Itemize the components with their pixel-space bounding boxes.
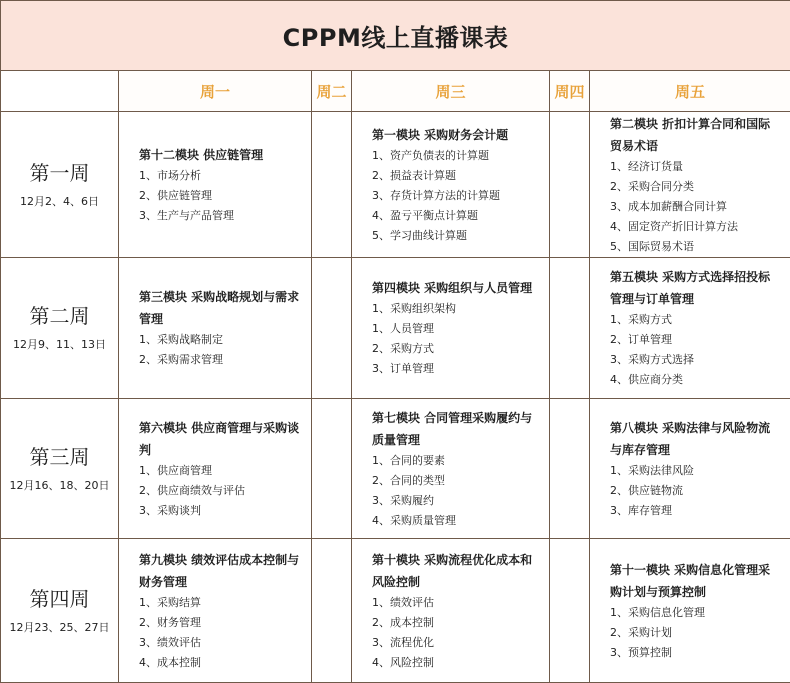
module-cell-monday <box>119 112 312 258</box>
module-topic: 2、采购方式 <box>372 339 541 359</box>
empty-cell-thursday <box>550 112 590 258</box>
week-row <box>1 539 790 683</box>
module-topic: 3、采购方式选择 <box>610 350 782 370</box>
module-cell-friday <box>590 112 790 258</box>
day-header-monday: 周一 <box>119 71 312 112</box>
module-topic-list <box>372 451 541 531</box>
module-topic-list <box>610 157 782 257</box>
week-row <box>1 112 790 258</box>
module-topic: 1、人员管理 <box>372 319 541 339</box>
module-title: 第三模块 采购战略规划与需求管理 <box>139 286 303 330</box>
module-topic: 5、国际贸易术语 <box>610 237 782 257</box>
module-topic: 4、盈亏平衡点计算题 <box>372 206 541 226</box>
module-title: 第十二模块 供应链管理 <box>139 144 303 166</box>
day-header-wednesday: 周三 <box>352 71 550 112</box>
module-topic: 3、生产与产品管理 <box>139 206 303 226</box>
module-topic: 1、采购方式 <box>610 310 782 330</box>
day-header-tuesday: 周二 <box>312 71 352 112</box>
module-topic: 1、采购结算 <box>139 593 303 613</box>
day-header-thursday: 周四 <box>550 71 590 112</box>
module-topic: 2、采购计划 <box>610 623 782 643</box>
week-label-cell <box>1 539 119 683</box>
module-cell-friday <box>590 258 790 399</box>
module-title: 第九模块 绩效评估成本控制与财务管理 <box>139 549 303 593</box>
module-topic: 2、损益表计算题 <box>372 166 541 186</box>
module-topic: 2、合同的类型 <box>372 471 541 491</box>
module-title: 第七模块 合同管理采购履约与质量管理 <box>372 407 541 451</box>
module-topic: 3、采购履约 <box>372 491 541 511</box>
week-name: 第三周 <box>1 445 118 469</box>
module-topic: 4、采购质量管理 <box>372 511 541 531</box>
module-topic: 3、成本加薪酬合同计算 <box>610 197 782 217</box>
module-topic: 1、经济订货量 <box>610 157 782 177</box>
module-topic-list <box>139 593 303 673</box>
module-topic: 1、采购信息化管理 <box>610 603 782 623</box>
module-topic: 2、采购需求管理 <box>139 350 303 370</box>
empty-cell-thursday <box>550 539 590 683</box>
week-name: 第二周 <box>1 304 118 328</box>
module-topic-list <box>139 330 303 370</box>
module-topic: 1、市场分析 <box>139 166 303 186</box>
module-title: 第十模块 采购流程优化成本和风险控制 <box>372 549 541 593</box>
module-topic: 3、存货计算方法的计算题 <box>372 186 541 206</box>
module-topic-list <box>372 146 541 246</box>
module-topic-list <box>372 593 541 673</box>
module-title: 第十一模块 采购信息化管理采购计划与预算控制 <box>610 559 782 603</box>
module-topic: 2、采购合同分类 <box>610 177 782 197</box>
module-title: 第一模块 采购财务会计题 <box>372 124 541 146</box>
module-topic-list <box>139 461 303 521</box>
module-topic: 4、风险控制 <box>372 653 541 673</box>
week-row <box>1 258 790 399</box>
module-topic: 1、供应商管理 <box>139 461 303 481</box>
module-topic-list <box>610 461 782 521</box>
module-cell-wednesday <box>352 399 550 539</box>
empty-cell-thursday <box>550 399 590 539</box>
empty-cell-tuesday <box>312 399 352 539</box>
module-title: 第六模块 供应商管理与采购谈判 <box>139 417 303 461</box>
module-topic: 2、供应链管理 <box>139 186 303 206</box>
module-topic: 3、库存管理 <box>610 501 782 521</box>
module-topic: 1、合同的要素 <box>372 451 541 471</box>
week-dates: 12月16、18、20日 <box>1 477 118 493</box>
module-topic: 5、学习曲线计算题 <box>372 226 541 246</box>
module-topic: 1、采购组织架构 <box>372 299 541 319</box>
week-label-cell <box>1 258 119 399</box>
module-topic-list <box>610 603 782 663</box>
module-topic: 1、资产负债表的计算题 <box>372 146 541 166</box>
day-header-friday: 周五 <box>590 71 790 112</box>
empty-cell-thursday <box>550 258 590 399</box>
module-topic: 2、财务管理 <box>139 613 303 633</box>
header-corner-cell <box>1 71 119 112</box>
module-topic: 3、预算控制 <box>610 643 782 663</box>
module-title: 第八模块 采购法律与风险物流与库存管理 <box>610 417 782 461</box>
week-dates: 12月2、4、6日 <box>1 193 118 209</box>
module-topic: 2、供应商绩效与评估 <box>139 481 303 501</box>
module-cell-friday <box>590 399 790 539</box>
module-cell-monday <box>119 399 312 539</box>
week-dates: 12月23、25、27日 <box>1 619 118 635</box>
module-title: 第四模块 采购组织与人员管理 <box>372 277 541 299</box>
module-cell-monday <box>119 258 312 399</box>
module-topic: 1、绩效评估 <box>372 593 541 613</box>
module-title: 第五模块 采购方式选择招投标管理与订单管理 <box>610 266 782 310</box>
module-topic: 3、流程优化 <box>372 633 541 653</box>
module-topic: 3、订单管理 <box>372 359 541 379</box>
module-topic: 1、采购战略制定 <box>139 330 303 350</box>
week-label-cell <box>1 112 119 258</box>
empty-cell-tuesday <box>312 258 352 399</box>
module-cell-friday <box>590 539 790 683</box>
week-label-cell <box>1 399 119 539</box>
empty-cell-tuesday <box>312 539 352 683</box>
module-topic: 3、绩效评估 <box>139 633 303 653</box>
empty-cell-tuesday <box>312 112 352 258</box>
module-topic: 2、成本控制 <box>372 613 541 633</box>
module-topic: 4、供应商分类 <box>610 370 782 390</box>
module-cell-wednesday <box>352 112 550 258</box>
module-topic-list <box>610 310 782 390</box>
module-topic: 3、采购谈判 <box>139 501 303 521</box>
module-topic: 4、固定资产折旧计算方法 <box>610 217 782 237</box>
module-title: 第二模块 折扣计算合同和国际贸易术语 <box>610 113 782 157</box>
week-name: 第一周 <box>1 161 118 185</box>
module-cell-wednesday <box>352 539 550 683</box>
module-topic-list <box>139 166 303 226</box>
day-header-row <box>1 71 790 112</box>
week-dates: 12月9、11、13日 <box>1 336 118 352</box>
module-topic: 2、订单管理 <box>610 330 782 350</box>
module-topic: 2、供应链物流 <box>610 481 782 501</box>
week-row <box>1 399 790 539</box>
page-title: CPPM线上直播课表 <box>1 1 790 71</box>
module-cell-wednesday <box>352 258 550 399</box>
module-topic: 4、成本控制 <box>139 653 303 673</box>
module-topic-list <box>372 299 541 379</box>
module-topic: 1、采购法律风险 <box>610 461 782 481</box>
module-cell-monday <box>119 539 312 683</box>
week-name: 第四周 <box>1 587 118 611</box>
